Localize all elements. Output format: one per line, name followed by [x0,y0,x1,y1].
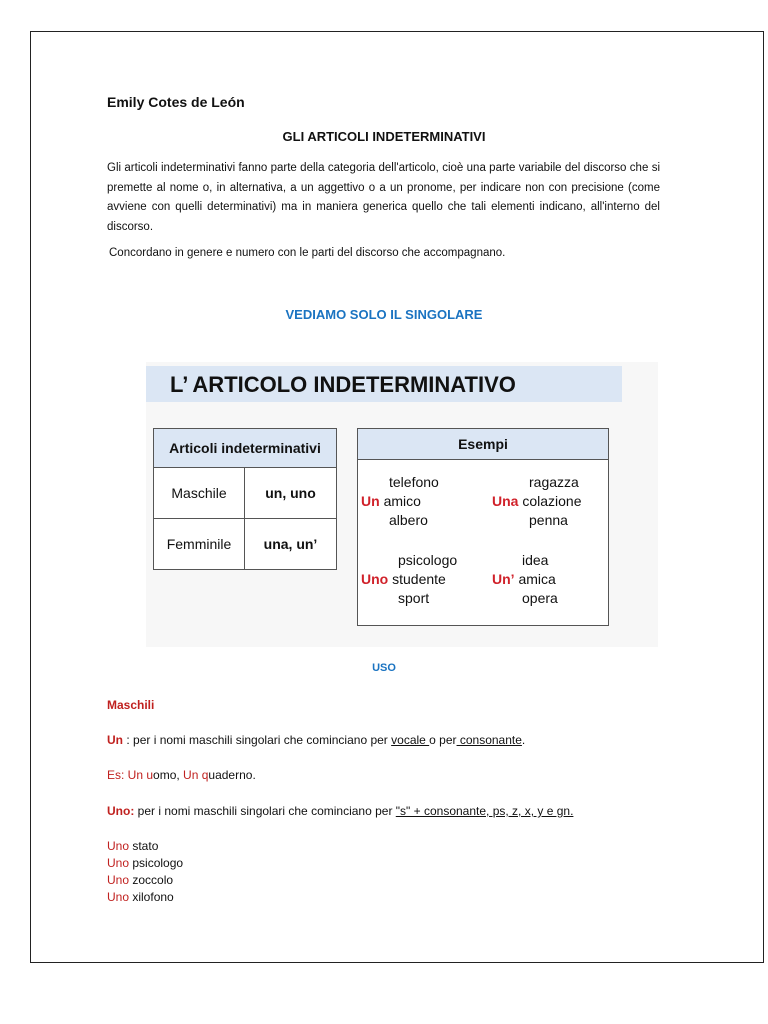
list-item-word: xilofono [129,890,174,904]
example-word: telefono [389,474,439,490]
list-item [107,889,183,906]
un-rule-sep: : [123,733,134,747]
example-article: Un’ [492,571,515,587]
section-title: VEDIAMO SOLO IL SINGOLARE [285,307,483,322]
list-item-word: psicologo [129,856,184,870]
uno-examples-list [107,838,183,906]
author-name: Emily Cotes de León [107,94,245,110]
example-word: idea [522,552,549,568]
uno-rule-label: Uno: [107,804,135,818]
list-item-article: Uno [107,856,130,870]
un-rule-consonante: consonante [456,733,522,747]
articles-table-header: Articoli indeterminativi [154,429,337,468]
agreement-paragraph: Concordano in genere e numero con le parti del discorso che accompagnano. [109,247,506,259]
un-rule-label: Un [107,733,123,747]
un-rule [107,733,525,747]
figure-banner: L’ ARTICOLO INDETERMINATIVO [146,366,622,402]
document-title: GLI ARTICOLI INDETERMINATIVI [282,129,486,144]
uno-rule [107,804,573,818]
uso-heading: USO [372,662,396,674]
example-word: sport [398,590,430,606]
un-rule-mid: o per [429,733,457,747]
example-word: colazione [522,493,582,509]
table-row [154,468,337,519]
list-item [107,838,183,855]
uno-rule-text: per i nomi maschili singolari che cominciano per [134,804,396,818]
list-item-word: stato [129,839,159,853]
example-article: Una [492,493,519,509]
row-value-feminine: una, un’ [245,519,337,570]
articles-table [153,428,337,570]
uno-rule-underlined: "s" + consonante, ps, z, x, y e gn. [395,804,574,818]
example-word: ragazza [529,474,579,490]
example-word: albero [389,512,428,528]
list-item-article: Uno [107,873,130,887]
list-item [107,855,183,872]
list-item [107,872,183,889]
example-word: opera [522,590,558,606]
example-label: Es: [107,768,125,782]
intro-paragraph: Gli articoli indeterminativi fanno parte della categoria dell'articolo, cioè una parte variabile del discorso che si premette al nome o, in alternativa, a un aggettivo o a un pronome, per indicare non con precisione (come avviene con quelli determinativi) ma in maniera generica quello che tali elementi indicano, all'interno del discorso. [107,162,660,233]
example-1-article: Un u [124,768,154,782]
example-word: amica [518,571,556,587]
example-1-rest: omo, [153,768,184,782]
example-word: psicologo [398,552,458,568]
example-group-uno [361,551,457,608]
article-figure [146,362,658,647]
examples-header: Esempi [358,429,608,460]
maschili-heading: Maschili [107,698,155,712]
list-item-article: Uno [107,839,130,853]
example-word: penna [529,512,568,528]
example-group-un-apostrophe [492,551,558,608]
examples-box [357,428,609,626]
example-2-article: Un q [183,768,209,782]
table-row [154,519,337,570]
example-article: Uno [361,571,389,587]
example-group-un [361,473,439,530]
row-label-masculine: Maschile [154,468,245,519]
un-rule-vocale: vocale [391,733,430,747]
un-rule-text: per i nomi maschili singolari che cominciano per [133,733,392,747]
example-article: Un [361,493,380,509]
list-item-word: zoccolo [129,873,174,887]
example-word: studente [392,571,446,587]
row-label-feminine: Femminile [154,519,245,570]
example-group-una [492,473,582,530]
un-rule-end: . [521,733,526,747]
example-word: amico [383,493,421,509]
example-2-rest: uaderno. [208,768,256,782]
list-item-article: Uno [107,890,130,904]
example-line [107,768,256,782]
row-value-masculine: un, uno [245,468,337,519]
